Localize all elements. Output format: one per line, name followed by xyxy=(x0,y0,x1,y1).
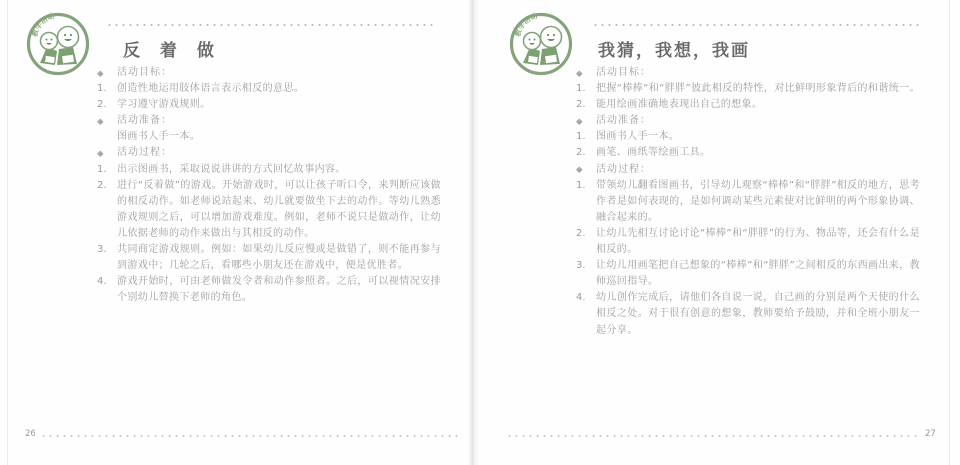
section-heading xyxy=(97,145,441,161)
item-number: 1. xyxy=(576,83,586,95)
page-title: 反 着 做 xyxy=(123,41,221,61)
section-heading-label: 活动过程： xyxy=(117,147,172,159)
item-text: 画笔、画纸等绘画工具。 xyxy=(596,147,711,159)
numbered-item xyxy=(576,290,920,338)
numbered-item xyxy=(576,258,920,290)
item-text: 进行“反着做”的游戏。开始游戏时，可以让孩子听口令，来判断应该做的相反动作。如老师说站起来、幼儿就要做坐下去的动作。等幼儿熟悉游戏规则之后，可以增加游戏难度。例如，老师不说只是做动作，让幼儿依据老师的动作来做出与其相反的动作。 xyxy=(117,179,441,239)
item-text: 创造性地运用肢体语言表示相反的意思。 xyxy=(117,83,305,95)
item-text: 幼儿创作完成后，请他们各自说一说，自己画的分别是两个天使的什么相反之处。对于很有创意的想象，教师要给予鼓励，并和全班小朋友一起分享。 xyxy=(596,292,920,336)
item-text: 把握“棒棒”和“胖胖”彼此相反的特性，对比鲜明形象背后的和谐统一。 xyxy=(596,83,920,95)
section-heading-label: 活动准备： xyxy=(117,115,172,127)
diamond-bullet-icon: ◆ xyxy=(576,68,583,79)
item-text: 学习遵守游戏规则。 xyxy=(117,99,211,111)
plain-text: 图画书人手一本。 xyxy=(117,131,201,143)
section-heading-label: 活动目标： xyxy=(117,67,172,78)
item-number: 3. xyxy=(97,244,107,256)
numbered-item xyxy=(576,178,920,226)
diamond-bullet-icon: ◆ xyxy=(576,165,583,176)
book-spine-gutter xyxy=(468,0,480,465)
section-heading-label: 活动目标： xyxy=(596,67,651,78)
section-heading xyxy=(576,65,920,81)
item-text: 让幼儿先相互讨论讨论“棒棒”和“胖胖”的行为、物品等，还会有什么是相反的。 xyxy=(596,227,920,256)
dotted-footer-rule xyxy=(506,434,918,438)
kids-reading-logo-icon xyxy=(25,11,91,77)
item-number: 1. xyxy=(576,179,586,191)
item-number: 2. xyxy=(576,147,586,159)
diamond-bullet-icon: ◆ xyxy=(97,116,104,127)
item-number: 4. xyxy=(97,276,107,288)
numbered-item xyxy=(576,129,920,145)
item-text: 图画书人手一本。 xyxy=(596,131,680,143)
numbered-item xyxy=(576,145,920,161)
item-text: 共同商定游戏规则。例如：如果幼儿反应慢或是做错了，则不能再参与到游戏中；几轮之后，看哪些小朋友还在游戏中，便是优胜者。 xyxy=(117,244,441,272)
item-number: 3. xyxy=(576,260,586,272)
item-text: 出示图画书，采取说说讲讲的方式回忆故事内容。 xyxy=(117,163,346,175)
item-number: 1. xyxy=(576,131,586,143)
activity-text xyxy=(97,65,441,306)
numbered-item xyxy=(97,178,441,242)
photo-left-edge xyxy=(7,0,8,465)
section-heading xyxy=(576,162,920,178)
section-heading-label: 活动过程： xyxy=(596,163,651,175)
photo-right-edge xyxy=(949,0,950,465)
section-heading xyxy=(97,113,441,129)
item-text: 游戏开始时，可由老师做发令者和动作参照者。之后，可以视情况安排个别幼儿替换下老师的角色。 xyxy=(117,276,441,304)
section-heading xyxy=(97,65,441,81)
dotted-divider xyxy=(106,23,434,27)
item-number: 2. xyxy=(576,227,586,239)
logo-banner-text: 教学活动 xyxy=(30,11,56,38)
diamond-bullet-icon: ◆ xyxy=(576,116,583,127)
item-text: 带领幼儿翻看图画书，引导幼儿观察“棒棒”和“胖胖”相反的地方，思考作者是如何表现的，是如何调动某些元素使对比鲜明的两个形象协调、融合起来的。 xyxy=(596,179,920,223)
section-heading xyxy=(576,113,920,129)
diamond-bullet-icon: ◆ xyxy=(97,148,104,159)
numbered-item xyxy=(97,274,441,306)
item-number: 1. xyxy=(97,83,107,95)
item-text: 能用绘画准确地表现出自己的想象。 xyxy=(596,99,763,111)
item-text: 让幼儿用画笔把自己想象的“棒棒”和“胖胖”之间相反的东西画出来，教师巡回指导。 xyxy=(596,260,920,288)
numbered-item xyxy=(576,97,920,113)
plain-line xyxy=(97,129,441,145)
page-number: 27 xyxy=(925,429,936,439)
item-number: 4. xyxy=(576,292,586,304)
logo-banner-text: 教学活动 xyxy=(513,11,539,38)
item-number: 2. xyxy=(576,99,586,111)
kids-reading-logo-icon xyxy=(508,11,574,77)
item-number: 2. xyxy=(97,179,107,191)
numbered-item xyxy=(576,226,920,258)
section-heading-label: 活动准备： xyxy=(596,115,651,127)
numbered-item xyxy=(97,242,441,274)
page-title: 我猜，我想，我画 xyxy=(598,41,750,61)
dotted-divider xyxy=(592,23,922,27)
diamond-bullet-icon: ◆ xyxy=(97,68,104,79)
dotted-footer-rule xyxy=(40,434,458,438)
page-number: 26 xyxy=(25,429,36,439)
item-number: 1. xyxy=(97,163,107,175)
activity-text xyxy=(576,65,920,339)
numbered-item xyxy=(97,162,441,178)
numbered-item xyxy=(97,97,441,113)
numbered-item xyxy=(97,81,441,97)
numbered-item xyxy=(576,81,920,97)
item-number: 2. xyxy=(97,99,107,111)
